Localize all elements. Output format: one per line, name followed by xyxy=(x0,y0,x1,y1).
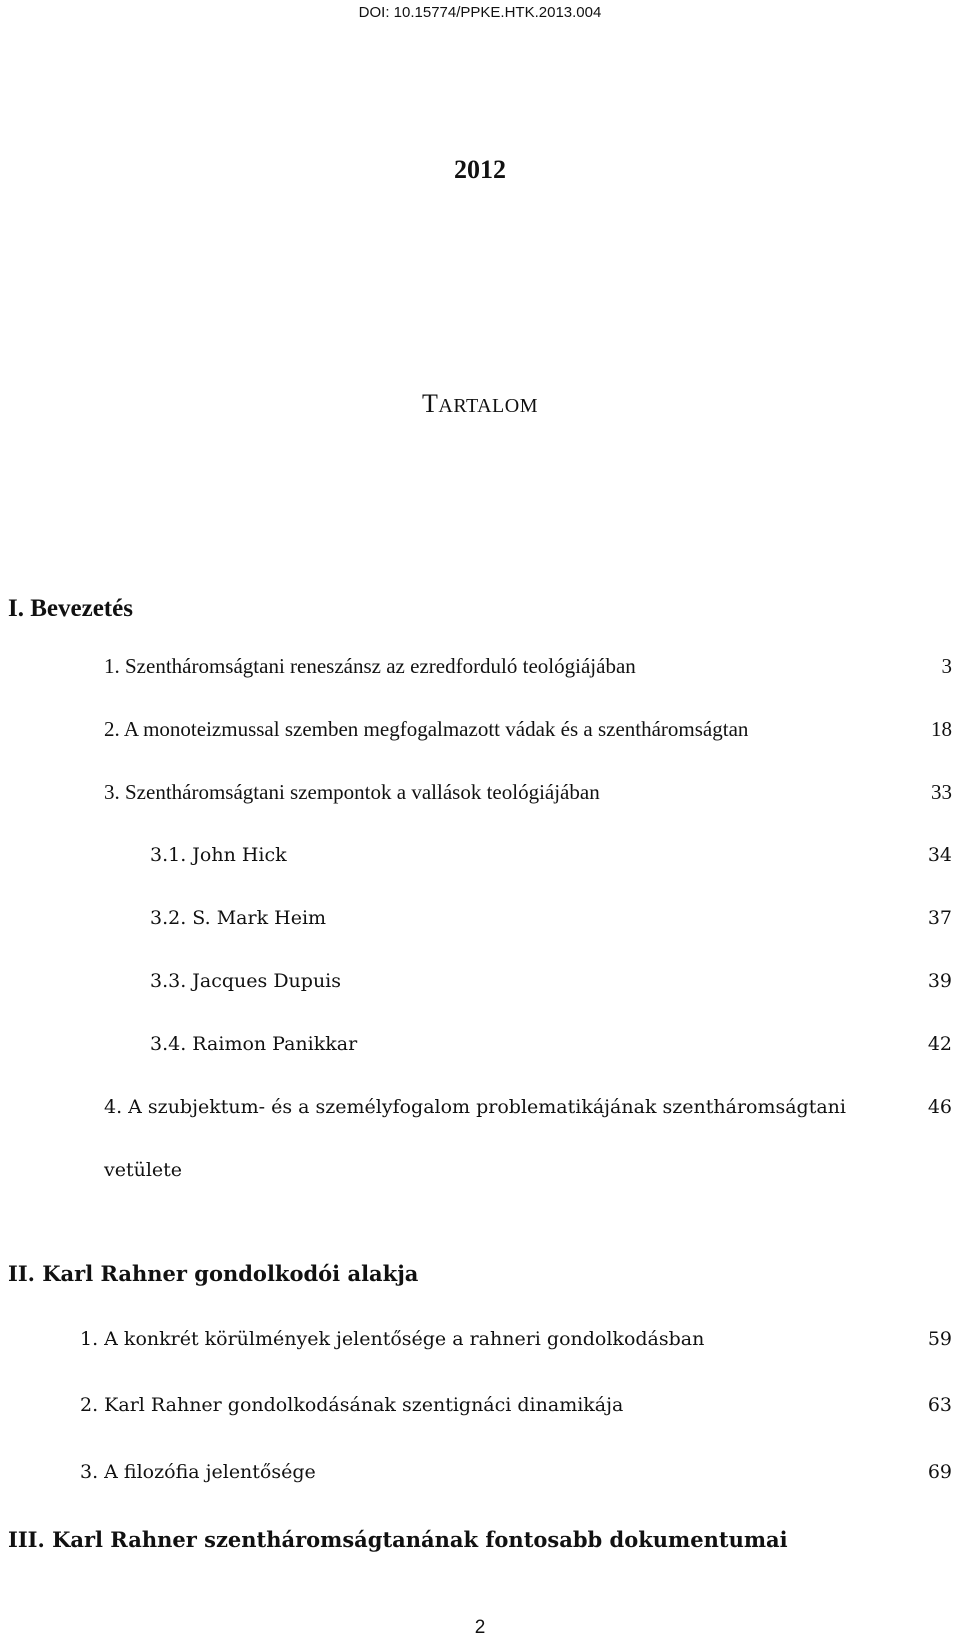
doi-header: DOI: 10.15774/PPKE.HTK.2013.004 xyxy=(358,4,602,21)
toc-entry-page: 59 xyxy=(927,1328,952,1350)
section-heading-1: I. Bevezetés xyxy=(8,595,133,622)
toc-entry-page: 18 xyxy=(931,717,952,741)
toc-entry-label: 3.1. John Hick xyxy=(150,844,287,866)
toc-title-initial: T xyxy=(422,389,439,418)
toc-entry-page: 42 xyxy=(927,1033,952,1055)
toc-entry-label: 3.3. Jacques Dupuis xyxy=(150,970,342,992)
toc-entry xyxy=(0,649,960,683)
toc-entry-label: 3.4. Raimon Panikkar xyxy=(150,1033,358,1055)
toc-entry-page: 63 xyxy=(927,1394,952,1416)
toc-entry-label: vetülete xyxy=(104,1159,183,1181)
toc-entry-label: 2. A monoteizmussal szemben megfogalmazott vádak és a szentháromságtan xyxy=(104,717,749,741)
section-heading-2: II. Karl Rahner gondolkodói alakja xyxy=(8,1261,419,1286)
toc-entry-page: 3 xyxy=(941,654,952,678)
toc-entry xyxy=(0,712,960,746)
toc-entry-page: 33 xyxy=(931,780,952,804)
toc-entry xyxy=(0,1388,960,1422)
toc-title-rest: ARTALOM xyxy=(438,395,538,417)
toc-entry xyxy=(0,1090,960,1124)
toc-entry-label: 2. Karl Rahner gondolkodásának szentignáci dinamikája xyxy=(80,1394,624,1416)
page-number: 2 xyxy=(474,1617,486,1638)
toc-entry xyxy=(0,964,960,998)
toc-entry xyxy=(0,1027,960,1061)
toc-entry-label: 1. Szentháromságtani reneszánsz az ezredforduló teológiájában xyxy=(104,654,636,678)
toc-entry-label: 3. Szentháromságtani szempontok a vallások teológiájában xyxy=(104,780,600,804)
toc-entry-page: 34 xyxy=(927,844,952,866)
toc-entry-page: 69 xyxy=(927,1461,952,1483)
toc-entry xyxy=(0,901,960,935)
toc-entry xyxy=(0,775,960,809)
toc-entry-page: 46 xyxy=(927,1096,952,1118)
toc-title xyxy=(0,386,960,424)
toc-entry xyxy=(0,1322,960,1356)
toc-entry-label: 1. A konkrét körülmények jelentősége a rahneri gondolkodásban xyxy=(80,1328,705,1350)
year-heading: 2012 xyxy=(454,155,506,184)
toc-entry xyxy=(0,838,960,872)
section-heading-3: III. Karl Rahner szentháromságtanának fontosabb dokumentumai xyxy=(8,1527,788,1552)
toc-entry-page: 37 xyxy=(927,907,952,929)
toc-entry-label: 4. A szubjektum- és a személyfogalom problematikájának szentháromságtani xyxy=(104,1096,846,1118)
toc-entry xyxy=(0,1455,960,1489)
toc-entry-page: 39 xyxy=(927,970,952,992)
toc-entry xyxy=(0,1153,960,1187)
toc-entry-label: 3.2. S. Mark Heim xyxy=(150,907,327,929)
toc-entry-label: 3. A filozófia jelentősége xyxy=(80,1461,316,1483)
